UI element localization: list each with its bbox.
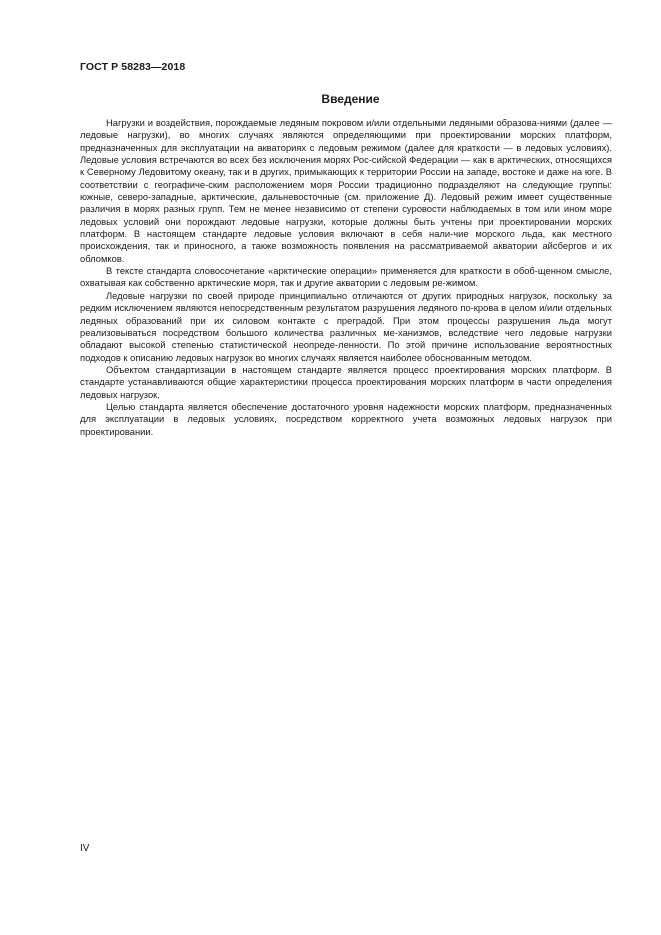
paragraph-5: Целью стандарта является обеспечение достаточного уровня надежности морских платформ, предназначенных для эксплуатации в ледовых условиях, посредством корректного учета возможных ледовых нагрузок при проектировании. [80, 400, 612, 437]
section-title: Введение [321, 92, 380, 106]
page-number: IV [80, 843, 90, 854]
paragraph-4: Объектом стандартизации в настоящем стандарте является процесс проектирования морских платформ. В стандарте устанавливаются общие характеристики процесса проектирования морских платформ в части определения ледовых нагрузок. [80, 363, 612, 400]
paragraph-3: Ледовые нагрузки по своей природе принципиально отличаются от других природных нагрузок, поскольку за редким исключением являются непосредственным результатом разрушения ледяного по-крова в целом и/или отдельных ледяных образований при их силовом контакте с преградой. При этом процессы разрушения льда могут реализовываться посредством большого количества различных ме-ханизмов, вследствие чего ледовые нагрузки обладают высокой степенью статистической неопреде-ленности. По этой причине использование вероятностных подходов к описанию ледовых нагрузок во многих случаях является наиболее обоснованным методом. [80, 289, 612, 363]
paragraph-1: Нагрузки и воздействия, порождаемые ледяным покровом и/или отдельными ледяными образова-ниями (далее — ледовые нагрузки), во многих случаях являются определяющими при проектировании морских платформ, предназначенных для эксплуатации на акваториях с ледовым режимом (далее для краткости — в ледовых условиях). Ледовые условия встречаются во всех без исключения морях Рос-сийской Федерации — как в арктических, относящихся к Северному Ледовитому океану, так и в других, примыкающих к территории России на западе, востоке и даже на юге. В соответствии с географиче-ским расположением моря России традиционно подразделяют на следующие группы: южные, северо-западные, арктические, дальневосточные (см. приложение Д). Ледовый режим имеет существенные различия в морях разных групп. Тем не менее независимо от степени суровости наблюдаемых в том или ином море ледовых условий они порождают ледовые нагрузки, которые должны быть учтены при проектировании морских платформ. В настоящем стандарте ледовые условия включают в себя нали-чие морского льда, как местного происхождения, так и приносного, а также возможность появления на рассматриваемой акватории айсбергов и их обломков. [80, 117, 612, 264]
paragraph-2: В тексте стандарта словосочетание «арктические операции» применяется для краткости в обоб-щенном смысле, охватывая как собственно арктические моря, так и другие акватории с ледовым ре-жимом. [80, 265, 612, 289]
standard-header: ГОСТ Р 58283—2018 [80, 61, 186, 73]
section-body [80, 117, 612, 438]
